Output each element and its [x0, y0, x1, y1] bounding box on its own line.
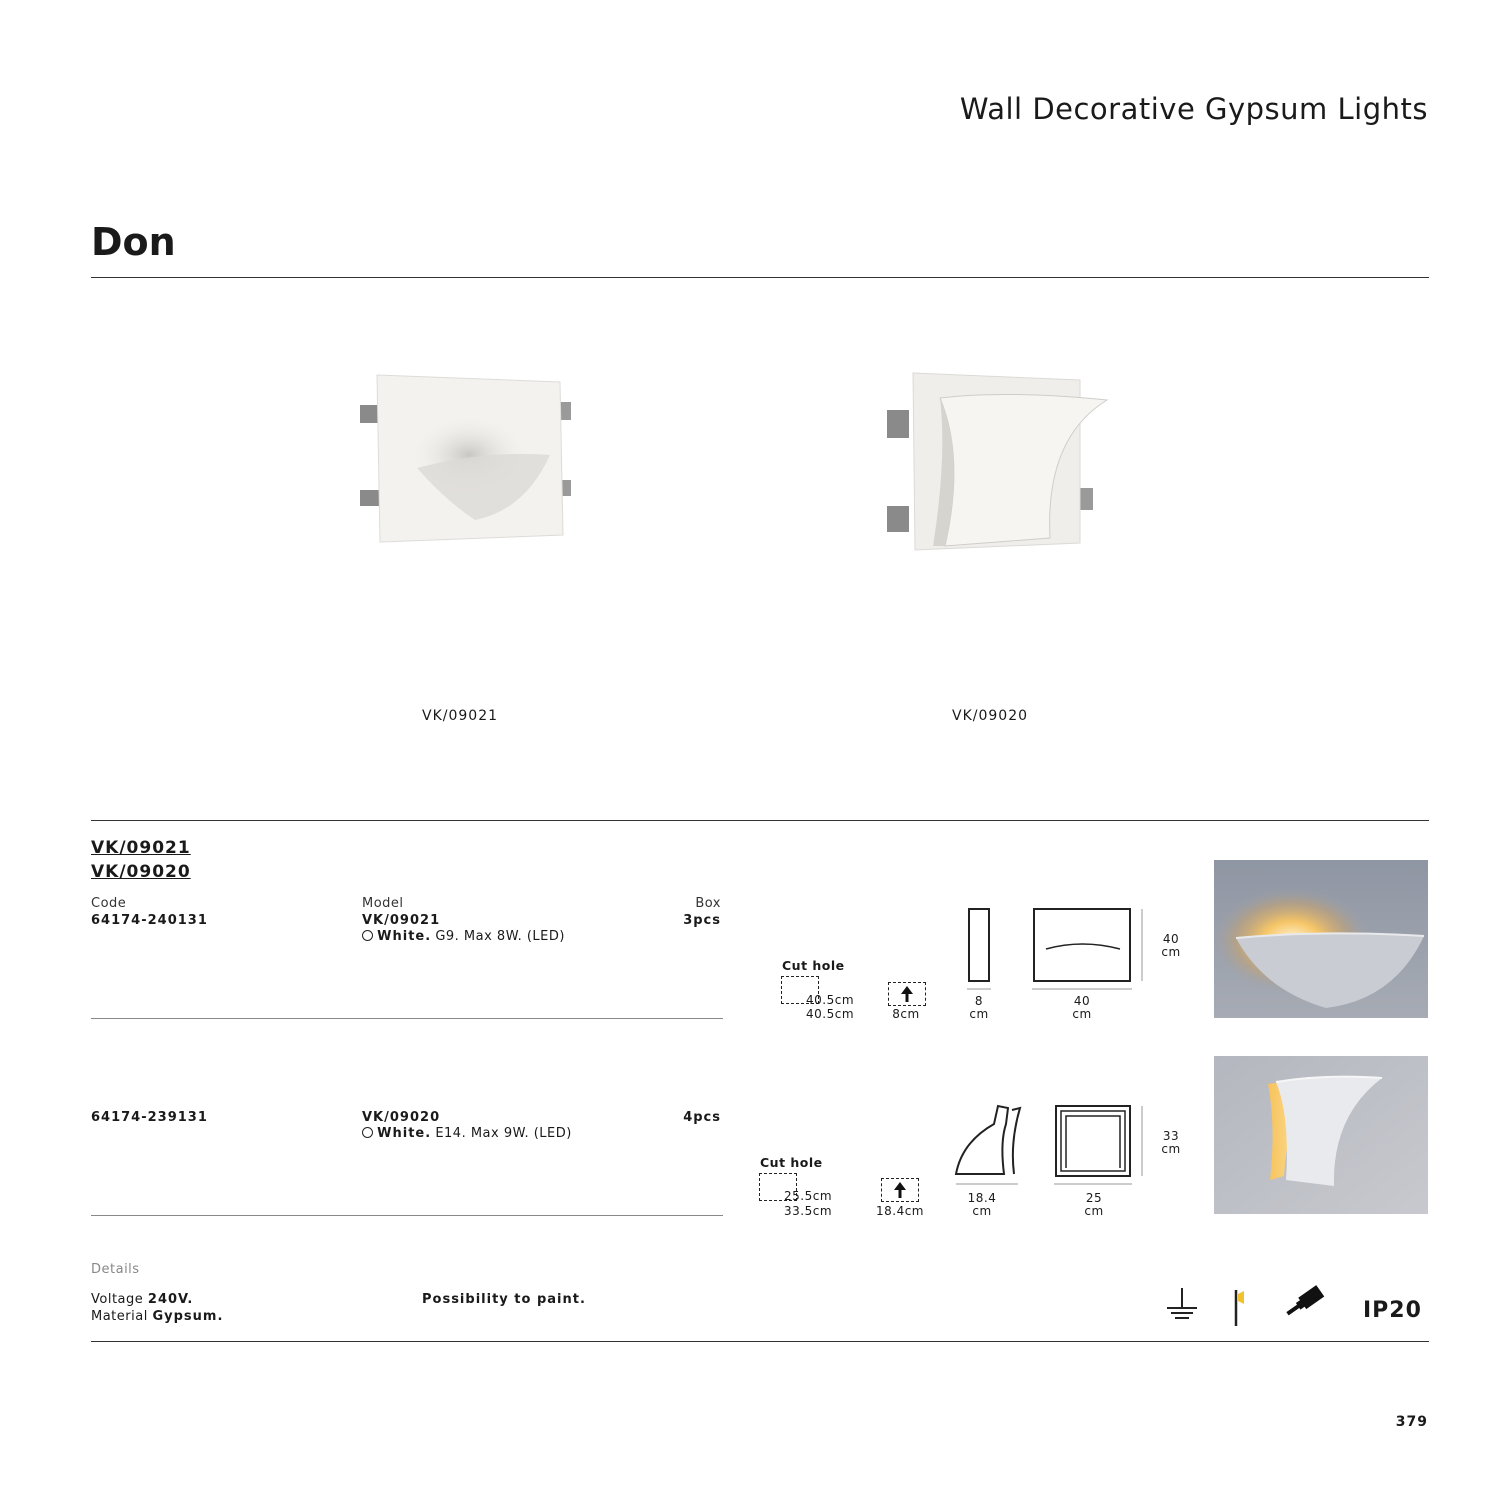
details-divider-bottom [91, 1341, 1429, 1342]
finish-circle-icon [362, 930, 373, 941]
recessed-light-icon [1228, 1288, 1250, 1328]
row1-lit-photo [1214, 860, 1428, 1018]
row1-code: 64174-240131 [91, 913, 208, 928]
gallery-caption-2: VK/09020 [952, 708, 1029, 724]
section-title: Wall Decorative Gypsum Lights [959, 92, 1428, 126]
model-column-label: Model [362, 896, 404, 911]
product-name: Don [91, 220, 176, 264]
row1-cut-height: 40.5cm [806, 1007, 855, 1021]
page-number: 379 [1395, 1414, 1428, 1430]
details-material-value: Gypsum. [152, 1309, 224, 1324]
row1-model: VK/09021 [362, 913, 441, 928]
row1-side-dim-value: 8 [974, 994, 984, 1008]
row2-height-dim-value: 33 [1162, 1129, 1180, 1143]
paint-brush-icon [1284, 1288, 1330, 1322]
row2-front-dim-value: 25 [1085, 1191, 1103, 1205]
row2-side-view-drawing [952, 1102, 1027, 1192]
spec-heading-code-1: VK/09021 [91, 838, 191, 858]
row1-side-dim [959, 995, 999, 1021]
row2-cut-hole-label: Cut hole [760, 1155, 823, 1170]
row2-side-dim-value: 18.4 [967, 1191, 997, 1205]
product-photo-vk09021 [355, 370, 585, 550]
details-material [91, 1309, 223, 1324]
up-arrow-icon [900, 986, 914, 1002]
row1-side-view-drawing [964, 905, 994, 995]
box-column-label: Box [695, 896, 721, 911]
finish-circle-icon [362, 1127, 373, 1138]
row1-height-dim [1150, 933, 1192, 959]
row1-depth: 8cm [892, 1007, 920, 1021]
details-voltage-label: Voltage [91, 1292, 148, 1307]
details-paint-note: Possibility to paint. [422, 1292, 586, 1307]
row1-finish-spec: G9. Max 8W. (LED) [435, 929, 565, 944]
row2-height-dim [1150, 1130, 1192, 1156]
details-material-label: Material [91, 1309, 153, 1324]
row2-finish [362, 1126, 572, 1141]
row2-finish-spec: E14. Max 9W. (LED) [435, 1126, 572, 1141]
gallery-caption-1: VK/09021 [422, 708, 499, 724]
row1-front-dim-unit: cm [1072, 1007, 1092, 1021]
details-label: Details [91, 1262, 140, 1277]
spec-heading-code-2: VK/09020 [91, 862, 191, 882]
row1-side-dim-unit: cm [969, 1007, 989, 1021]
details-voltage-value: 240V. [147, 1292, 194, 1307]
row1-front-dim [1056, 995, 1108, 1021]
product-photo-vk09020 [885, 368, 1115, 558]
row2-box: 4pcs [683, 1110, 721, 1125]
row1-finish [362, 929, 565, 944]
row1-height-dim-value: 40 [1162, 932, 1180, 946]
row2-code: 64174-239131 [91, 1110, 208, 1125]
row2-finish-color: White. [377, 1126, 432, 1141]
row1-box: 3pcs [683, 913, 721, 928]
row2-side-dim [958, 1192, 1006, 1218]
row2-front-dim-unit: cm [1084, 1204, 1104, 1218]
row2-model: VK/09020 [362, 1110, 441, 1125]
row2-depth: 18.4cm [875, 1204, 924, 1218]
code-column-label: Code [91, 896, 127, 911]
row2-divider [91, 1215, 723, 1216]
row1-cut-hole-label: Cut hole [782, 958, 845, 973]
ip-rating: IP20 [1363, 1298, 1422, 1323]
row2-cut-width: 25.5cm [784, 1189, 833, 1203]
row2-height-dim-unit: cm [1161, 1142, 1181, 1156]
row1-divider [91, 1018, 723, 1019]
row2-front-dim [1068, 1192, 1120, 1218]
row1-height-dim-unit: cm [1161, 945, 1181, 959]
row2-cut-height: 33.5cm [784, 1204, 833, 1218]
row1-front-view-drawing [1030, 905, 1170, 995]
row1-cut-width: 40.5cm [806, 993, 855, 1007]
spec-divider-top [91, 820, 1429, 821]
title-divider [91, 277, 1429, 278]
up-arrow-icon [893, 1182, 907, 1198]
row2-lit-photo [1214, 1056, 1428, 1214]
row2-side-dim-unit: cm [972, 1204, 992, 1218]
ground-icon [1163, 1286, 1201, 1322]
row1-front-dim-value: 40 [1073, 994, 1091, 1008]
row1-finish-color: White. [377, 929, 432, 944]
details-voltage [91, 1292, 193, 1307]
